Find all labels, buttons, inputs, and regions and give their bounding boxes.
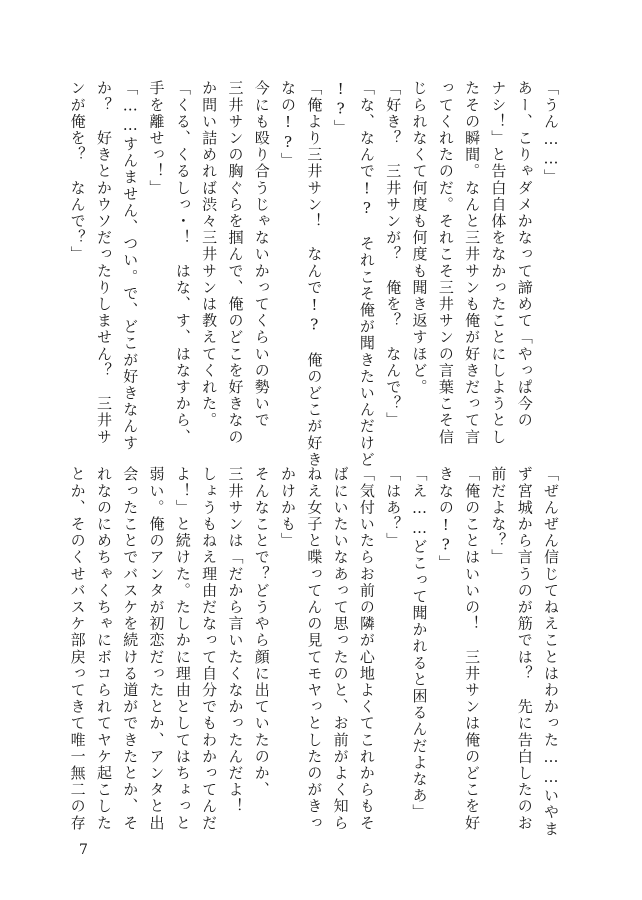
- text-column: じられなくて何度も何度も聞き返すほど。: [410, 80, 429, 396]
- text-column: きなの!?」: [436, 466, 455, 572]
- text-column: 今にも殴り合うじゃないかってくらいの勢いで: [252, 80, 271, 429]
- text-column: たその瞬間。なんと三井サンも俺が好きだって言: [463, 80, 482, 446]
- text-column: ず宮城から言うのが筋では？ 先に告白したのお: [515, 466, 534, 832]
- text-column: か？ 好きとかウソだったりしません？ 三井サ: [94, 80, 113, 446]
- text-column: ねえ女子と喋ってんの見てモヤっとしたのがきっ: [305, 466, 324, 832]
- text-column: なの!?」: [279, 80, 298, 169]
- text-column: よ！」と続けた。たしかに理由としてはちょっと: [173, 466, 192, 832]
- text-column: か問い詰めれば渋々三井サンは教えてくれた。: [200, 80, 219, 429]
- text-column: 「え……どこって聞かれると困るんだよなあ」: [410, 466, 429, 821]
- text-column: 「くる、くるしっ・！ はな、す、はなすから、: [173, 80, 192, 446]
- text-column: かけかも」: [279, 466, 298, 549]
- text-column: 「俺のことはいいの！ 三井サンは俺のどこを好: [463, 466, 482, 832]
- text-column: 三井サンの胸ぐらを掴んで、俺のどこを好きなの: [226, 80, 245, 446]
- text-column: 「好き？ 三井サンが？ 俺を？ なんで？」: [384, 80, 403, 429]
- text-column: ばにいたいなあって思ったのと、お前がよく知ら: [331, 466, 350, 832]
- text-column: 「俺より三井サン！ なんで!? 俺のどこが好き: [305, 80, 324, 468]
- text-column: 会ったことでバスケを続ける道ができたとか、そ: [121, 466, 140, 832]
- lower-text-block: [68, 466, 564, 838]
- text-column: 「気付いたらお前の隣が心地よくてこれからもそ: [357, 466, 376, 832]
- text-column: 「……すんません、つい。で、どこが好きなんす: [121, 80, 140, 452]
- page-number: 7: [79, 842, 88, 858]
- text-column: あー、こりゃダメかなって諦めて「やっぱ今の: [515, 80, 534, 429]
- text-column: ンが俺を？ なんで？」: [68, 80, 87, 263]
- text-column: ってくれたのだ。それこそ三井サンの言葉こそ信: [436, 80, 455, 446]
- upper-text-block: [68, 80, 564, 468]
- text-column: しょうもねえ理由だなって自分でもわかってんだ: [200, 466, 219, 832]
- text-column: 「ぜんぜん信じてねえことはわかった……いやま: [542, 466, 560, 838]
- text-column: れなのにめちゃくちゃにボコられてヤケ起こした: [94, 466, 113, 832]
- text-column: 「うん……」: [542, 80, 560, 186]
- text-column: !?」: [331, 80, 350, 136]
- text-column: 弱い。俺のアンタが初恋だったとか、アンタと出: [147, 466, 166, 832]
- text-column: 「な、なんで!? それこそ俺が聞きたいんだけど: [357, 80, 376, 468]
- text-column: ナシ！」と告白自体をなかったことにしようとし: [489, 80, 508, 446]
- text-column: 「はあ？」: [384, 466, 403, 549]
- text-column: 手を離せっ！」: [147, 80, 166, 197]
- text-column: 三井サンは「だから言いたくなかったんだよ！: [226, 466, 245, 815]
- text-column: とか、そのくせバスケ部戻ってきて唯一無二の存: [68, 466, 87, 832]
- text-column: 前だよな？」: [489, 466, 508, 566]
- text-column: そんなことで？どうやら顔に出ていたのか、: [252, 466, 271, 798]
